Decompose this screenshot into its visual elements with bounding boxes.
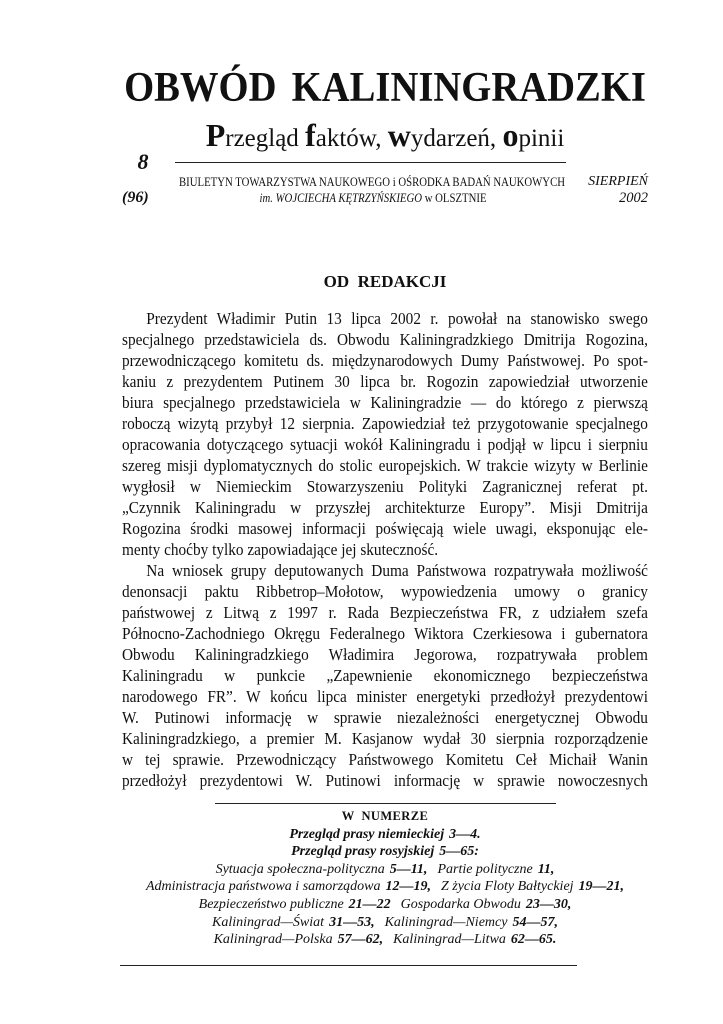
contents-main-line — [85, 826, 685, 844]
editorial-heading: OD REDAKCJI — [323, 272, 447, 291]
contents-entry-pages: 11, — [537, 861, 555, 877]
text-line: Prezydent Władimir Putin 13 lipca 2002 r. powołał na stanowisko swego — [146, 309, 648, 328]
text-line: opracowania dotyczącego sytuacji wokół Kaliningradu i podjął w lipcu i sierpniu — [122, 435, 648, 454]
text-line: Północno-Zachodniego Okręgu Federalnego Wiktora Czerkiesowa i gubernatora — [122, 624, 648, 643]
text-line: narodowego FR”. W końcu lipca minister energetyki przedłożył prezydentowi — [122, 687, 648, 706]
contents-entry-pages: 62—65. — [510, 932, 557, 948]
contents-entry — [216, 862, 428, 877]
paragraph — [122, 560, 648, 791]
contents-line — [85, 896, 685, 914]
contents-entry-pages: 19—21, — [578, 879, 625, 895]
contents-entry-pages: 23—30, — [525, 896, 572, 912]
contents-entry-pages: 5—11, — [389, 861, 428, 877]
text-line: specjalnego przedstawiciela ds. Obwodu Kaliningradzkiego Dmitrija Rogozina, — [122, 330, 648, 349]
contents-entry-pages: 31—53, — [329, 914, 375, 930]
issue-month: SIERPIEŃ — [588, 174, 648, 189]
issue-number: 8 — [137, 149, 149, 174]
contents-entry — [199, 897, 391, 912]
text-line: menty choćby tylko zapowiadające jej skuteczność. — [122, 540, 439, 559]
contents-entry — [214, 932, 384, 947]
text-line: Kaliningradu w punkcie „Zapewnienie ekonomicznego bezpieczeństwa — [122, 666, 648, 685]
text-line: przedłożył prezydentowi W. Putinowi informację w sprawie nowoczesnych — [122, 771, 648, 790]
contents-entry-pages: 3—4. — [449, 826, 481, 842]
text-line: W. Putinowi informację w sprawie niezależności energetycznej Obwodu — [122, 708, 648, 727]
subtitle-initial: w — [387, 117, 411, 153]
publisher-line-1: BIULETYN TOWARZYSTWA NAUKOWEGO i OŚRODKA BADAŃ NAUKOWYCH — [178, 175, 565, 189]
text-line: w tej sprawie. Przewodniczący Państwowego Komitetu Ceł Michaił Wanin — [122, 750, 648, 769]
contents-entry-title: Kaliningrad—Polska — [213, 932, 333, 948]
contents-entry — [401, 897, 572, 912]
contents-entry — [146, 879, 431, 894]
issue-total-number: (96) — [122, 189, 149, 206]
contents-heading: W NUMERZE — [341, 809, 429, 823]
contents-entry — [393, 932, 556, 947]
text-line: wygłosił w Niemieckim Stowarzyszeniu Polityki Zagranicznej referat pt. — [122, 477, 648, 496]
text-line: denonsacji paktu Ribbetrop–Mołotow, wypowiedzenia umowy o granicy — [122, 582, 648, 601]
subtitle-initial: o — [502, 117, 519, 153]
contents-entry-title: Przegląd prasy niemieckiej — [289, 826, 445, 842]
text-line: Obwodu Kaliningradzkiego Władimira Jegorowa, rozpatrywała problem — [122, 645, 648, 664]
contents-box — [85, 808, 685, 949]
publication-title: OBWÓD KALININGRADZKI — [124, 65, 646, 111]
contents-entry-title: Gospodarka Obwodu — [400, 896, 521, 912]
contents-line — [85, 931, 685, 949]
text-line: Rogozina środki masowej informacji poświęcają wiele uwagi, eksponując ele- — [122, 519, 648, 538]
contents-entry-title: Bezpieczeństwo publiczne — [198, 896, 344, 912]
contents-entry-pages: 54—57, — [512, 914, 558, 930]
text-line: roboczą wizytą przybył 12 sierpnia. Zapowiedział też przygotowanie specjalnego — [122, 414, 648, 433]
contents-line — [85, 861, 685, 879]
editorial-body — [122, 308, 648, 791]
contents-entry — [441, 879, 624, 894]
text-line: Na wniosek grupy deputowanych Duma Państwowa rozpatrywała możliwość — [146, 561, 648, 580]
contents-top-divider — [215, 803, 556, 804]
publisher-line-2 — [259, 191, 486, 205]
text-line: Kaliningradzkiego, a premier M. Kasjanow wydał 30 sierpnia rozporządzenie — [122, 729, 648, 748]
text-line: szereg misji dyplomatycznych do stolic europejskich. W trakcie wizyty w Berlinie — [122, 456, 648, 475]
contents-entry-title: Z życia Floty Bałtyckiej — [440, 879, 574, 895]
contents-line — [85, 878, 685, 896]
contents-entry-pages: 21—22 — [348, 896, 391, 912]
text-line: „Czynnik Kaliningradu w przyszłej architekturze Europy”. Misji Dmitrija — [122, 498, 648, 517]
subtitle-initial: P — [205, 117, 226, 153]
contents-entry-pages: 5—65: — [439, 844, 479, 860]
subtitle: Przegląd faktów, wydarzeń, opinii — [205, 117, 565, 153]
publisher-location: w OLSZTNIE — [424, 191, 487, 205]
subtitle-initial: f — [305, 117, 316, 153]
masthead-divider — [175, 162, 566, 163]
contents-entry-title: Sytuacja społeczna-polityczna — [215, 861, 385, 877]
contents-entry-title: Przegląd prasy rosyjskiej — [291, 844, 435, 860]
contents-line — [85, 914, 685, 932]
contents-entry-title: Administracja państwowa i samorządowa — [145, 879, 381, 895]
text-line: biura specjalnego przedstawiciela w Kaliningradzie — do którego z pierwszą — [122, 393, 648, 412]
contents-entry-title: Partie polityczne — [437, 861, 533, 877]
text-line: państwowej z Litwą z 1997 r. Rada Bezpieczeństwa FR, z udziałem szefa — [122, 603, 648, 622]
publisher-patron: im. WOJCIECHA KĘTRZYŃSKIEGO — [258, 191, 422, 205]
issue-year: 2002 — [619, 190, 648, 206]
contents-main-line — [85, 843, 685, 861]
contents-entry — [212, 915, 375, 930]
contents-entry — [437, 862, 554, 877]
contents-entry-title: Kaliningrad—Litwa — [393, 932, 506, 948]
contents-bottom-divider — [120, 965, 577, 966]
contents-entry-pages: 12—19, — [385, 879, 431, 895]
contents-entry-title: Kaliningrad—Niemcy — [384, 914, 508, 930]
contents-entry-pages: 57—62, — [337, 932, 384, 948]
text-line: kaniu z prezydentem Putinem 30 lipca br. Rogozin zapowiedział utworzenie — [122, 372, 648, 391]
text-line: przewodniczącego komitetu ds. międzynarodowych Dumy Państwowej. Po spot- — [122, 351, 648, 370]
paragraph — [122, 308, 648, 560]
contents-entry — [385, 915, 558, 930]
contents-entry-title: Kaliningrad—Świat — [212, 914, 325, 930]
